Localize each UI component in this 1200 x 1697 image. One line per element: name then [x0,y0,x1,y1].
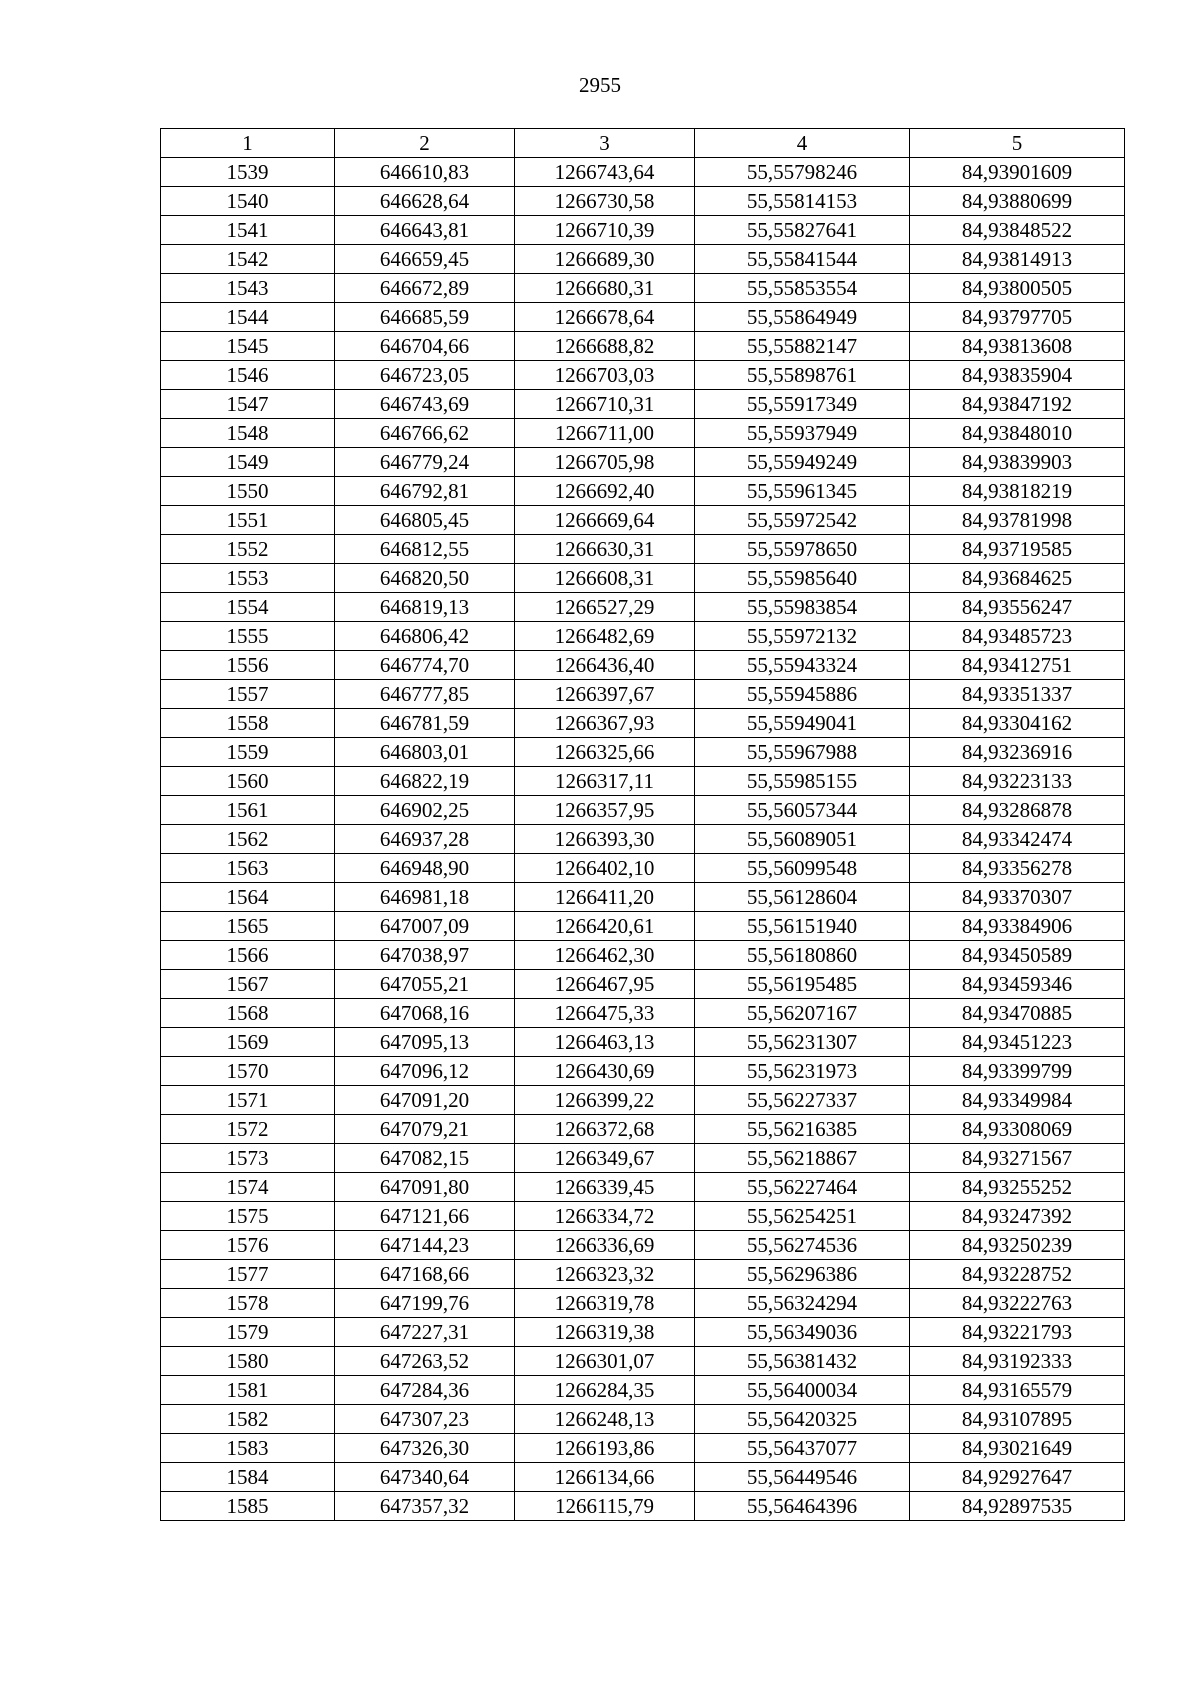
table-row [161,1057,1125,1086]
table-cell-col-5: 84,93247392 [910,1202,1125,1231]
table-cell-col-4: 55,55949041 [695,709,910,738]
table-cell-col-5: 84,93781998 [910,506,1125,535]
table-cell-col-2: 646820,50 [335,564,515,593]
table-cell-col-3: 1266193,86 [515,1434,695,1463]
table-cell-col-1: 1584 [161,1463,335,1492]
table-cell-col-3: 1266689,30 [515,245,695,274]
table-cell-col-2: 646805,45 [335,506,515,535]
column-header-1: 1 [161,129,335,158]
table-cell-col-2: 647263,52 [335,1347,515,1376]
table-cell-col-2: 647082,15 [335,1144,515,1173]
table-row [161,738,1125,767]
table-cell-col-5: 84,93286878 [910,796,1125,825]
table-cell-col-2: 646806,42 [335,622,515,651]
table-cell-col-1: 1576 [161,1231,335,1260]
table-cell-col-1: 1548 [161,419,335,448]
table-cell-col-4: 55,56195485 [695,970,910,999]
table-cell-col-4: 55,56089051 [695,825,910,854]
table-cell-col-1: 1567 [161,970,335,999]
table-cell-col-2: 646723,05 [335,361,515,390]
table-cell-col-5: 84,93384906 [910,912,1125,941]
table-cell-col-4: 55,56216385 [695,1115,910,1144]
table-cell-col-5: 84,93250239 [910,1231,1125,1260]
table-cell-col-2: 646659,45 [335,245,515,274]
table-cell-col-1: 1554 [161,593,335,622]
table-cell-col-5: 84,92927647 [910,1463,1125,1492]
table-cell-col-4: 55,56207167 [695,999,910,1028]
table-row [161,477,1125,506]
table-cell-col-3: 1266463,13 [515,1028,695,1057]
table-cell-col-5: 84,93450589 [910,941,1125,970]
table-cell-col-1: 1572 [161,1115,335,1144]
table-cell-col-3: 1266319,38 [515,1318,695,1347]
table-cell-col-2: 646704,66 [335,332,515,361]
table-row [161,1492,1125,1521]
table-cell-col-3: 1266436,40 [515,651,695,680]
table-cell-col-1: 1540 [161,187,335,216]
table-cell-col-2: 646774,70 [335,651,515,680]
table-row [161,1115,1125,1144]
column-header-2: 2 [335,129,515,158]
table-row [161,361,1125,390]
table-cell-col-1: 1551 [161,506,335,535]
table-cell-col-4: 55,55978650 [695,535,910,564]
table-cell-col-5: 84,93236916 [910,738,1125,767]
table-cell-col-4: 55,56057344 [695,796,910,825]
table-cell-col-1: 1568 [161,999,335,1028]
table-cell-col-3: 1266730,58 [515,187,695,216]
table-cell-col-2: 646792,81 [335,477,515,506]
table-cell-col-2: 647096,12 [335,1057,515,1086]
table-cell-col-5: 84,93370307 [910,883,1125,912]
table-row [161,1231,1125,1260]
table-cell-col-1: 1563 [161,854,335,883]
table-cell-col-4: 55,56128604 [695,883,910,912]
table-cell-col-2: 646643,81 [335,216,515,245]
table-row [161,419,1125,448]
table-row [161,999,1125,1028]
table-cell-col-5: 84,93814913 [910,245,1125,274]
table-cell-col-1: 1575 [161,1202,335,1231]
table-cell-col-2: 647199,76 [335,1289,515,1318]
table-cell-col-1: 1578 [161,1289,335,1318]
table-cell-col-5: 84,93556247 [910,593,1125,622]
table-cell-col-1: 1581 [161,1376,335,1405]
table-cell-col-2: 646685,59 [335,303,515,332]
table-cell-col-1: 1560 [161,767,335,796]
table-cell-col-3: 1266367,93 [515,709,695,738]
table-cell-col-1: 1566 [161,941,335,970]
table-cell-col-1: 1550 [161,477,335,506]
table-cell-col-4: 55,56231973 [695,1057,910,1086]
table-cell-col-2: 647079,21 [335,1115,515,1144]
table-cell-col-4: 55,56231307 [695,1028,910,1057]
table-cell-col-4: 55,55898761 [695,361,910,390]
table-cell-col-1: 1583 [161,1434,335,1463]
table-cell-col-1: 1542 [161,245,335,274]
table-cell-col-2: 647055,21 [335,970,515,999]
table-cell-col-1: 1543 [161,274,335,303]
table-cell-col-2: 647326,30 [335,1434,515,1463]
table-cell-col-2: 646628,64 [335,187,515,216]
table-cell-col-3: 1266334,72 [515,1202,695,1231]
table-cell-col-2: 647095,13 [335,1028,515,1057]
table-cell-col-2: 647227,31 [335,1318,515,1347]
table-cell-col-3: 1266669,64 [515,506,695,535]
table-cell-col-5: 84,93848010 [910,419,1125,448]
table-row [161,1289,1125,1318]
table-row [161,970,1125,999]
table-cell-col-1: 1561 [161,796,335,825]
table-cell-col-5: 84,93165579 [910,1376,1125,1405]
table-row [161,1086,1125,1115]
table-cell-col-1: 1546 [161,361,335,390]
table-row [161,303,1125,332]
table-row [161,825,1125,854]
table-row [161,1347,1125,1376]
table-cell-col-3: 1266323,32 [515,1260,695,1289]
table-cell-col-3: 1266357,95 [515,796,695,825]
table-cell-col-1: 1571 [161,1086,335,1115]
table-cell-col-5: 84,93451223 [910,1028,1125,1057]
table-cell-col-3: 1266349,67 [515,1144,695,1173]
table-cell-col-5: 84,93459346 [910,970,1125,999]
table-cell-col-3: 1266319,78 [515,1289,695,1318]
table-cell-col-2: 646937,28 [335,825,515,854]
table-cell-col-5: 84,93399799 [910,1057,1125,1086]
table-cell-col-4: 55,55937949 [695,419,910,448]
column-header-5: 5 [910,129,1125,158]
table-cell-col-2: 646777,85 [335,680,515,709]
table-cell-col-5: 84,93308069 [910,1115,1125,1144]
table-cell-col-4: 55,56349036 [695,1318,910,1347]
table-cell-col-4: 55,55983854 [695,593,910,622]
coordinates-table [160,128,1125,1521]
table-cell-col-4: 55,55985640 [695,564,910,593]
table-cell-col-3: 1266402,10 [515,854,695,883]
table-row [161,767,1125,796]
table-row [161,1260,1125,1289]
table-cell-col-2: 647168,66 [335,1260,515,1289]
table-cell-col-3: 1266678,64 [515,303,695,332]
table-cell-col-4: 55,55985155 [695,767,910,796]
table-row [161,941,1125,970]
table-cell-col-2: 647091,80 [335,1173,515,1202]
table-cell-col-5: 84,93848522 [910,216,1125,245]
table-cell-col-4: 55,55882147 [695,332,910,361]
table-cell-col-3: 1266284,35 [515,1376,695,1405]
table-row [161,680,1125,709]
table-cell-col-1: 1556 [161,651,335,680]
table-cell-col-1: 1574 [161,1173,335,1202]
table-row [161,651,1125,680]
table-cell-col-2: 647307,23 [335,1405,515,1434]
table-cell-col-3: 1266711,00 [515,419,695,448]
table-cell-col-3: 1266630,31 [515,535,695,564]
table-cell-col-2: 646779,24 [335,448,515,477]
table-cell-col-4: 55,56227337 [695,1086,910,1115]
table-cell-col-2: 646902,25 [335,796,515,825]
table-cell-col-4: 55,56464396 [695,1492,910,1521]
table-cell-col-5: 84,93901609 [910,158,1125,187]
table-cell-col-1: 1564 [161,883,335,912]
table-cell-col-3: 1266325,66 [515,738,695,767]
table-cell-col-5: 84,93349984 [910,1086,1125,1115]
table-cell-col-2: 647091,20 [335,1086,515,1115]
table-cell-col-3: 1266692,40 [515,477,695,506]
table-row [161,796,1125,825]
table-cell-col-4: 55,56227464 [695,1173,910,1202]
table-cell-col-4: 55,56400034 [695,1376,910,1405]
table-row [161,1376,1125,1405]
table-cell-col-5: 84,93839903 [910,448,1125,477]
table-row [161,1173,1125,1202]
table-cell-col-5: 84,93470885 [910,999,1125,1028]
table-cell-col-5: 84,93813608 [910,332,1125,361]
table-cell-col-3: 1266703,03 [515,361,695,390]
table-row [161,1318,1125,1347]
table-cell-col-4: 55,56420325 [695,1405,910,1434]
table-cell-col-3: 1266482,69 [515,622,695,651]
table-cell-col-1: 1579 [161,1318,335,1347]
table-cell-col-4: 55,56296386 [695,1260,910,1289]
table-cell-col-4: 55,56437077 [695,1434,910,1463]
table-cell-col-1: 1569 [161,1028,335,1057]
table-cell-col-5: 84,93412751 [910,651,1125,680]
table-cell-col-5: 84,93719585 [910,535,1125,564]
table-cell-col-4: 55,55917349 [695,390,910,419]
table-row [161,622,1125,651]
table-cell-col-2: 646766,62 [335,419,515,448]
table-cell-col-4: 55,55943324 [695,651,910,680]
table-cell-col-4: 55,56180860 [695,941,910,970]
table-cell-col-2: 646812,55 [335,535,515,564]
table-cell-col-5: 84,93356278 [910,854,1125,883]
table-cell-col-4: 55,56151940 [695,912,910,941]
table-cell-col-1: 1553 [161,564,335,593]
table-row [161,709,1125,738]
table-cell-col-1: 1555 [161,622,335,651]
table-cell-col-3: 1266317,11 [515,767,695,796]
table-row [161,1434,1125,1463]
table-cell-col-5: 84,93222763 [910,1289,1125,1318]
table-cell-col-3: 1266475,33 [515,999,695,1028]
table-cell-col-2: 646803,01 [335,738,515,767]
table-cell-col-3: 1266710,39 [515,216,695,245]
table-cell-col-3: 1266134,66 [515,1463,695,1492]
table-cell-col-3: 1266393,30 [515,825,695,854]
table-cell-col-2: 647038,97 [335,941,515,970]
table-cell-col-1: 1585 [161,1492,335,1521]
table-cell-col-4: 55,56099548 [695,854,910,883]
table-cell-col-1: 1541 [161,216,335,245]
table-cell-col-5: 84,93351337 [910,680,1125,709]
table-cell-col-5: 84,93255252 [910,1173,1125,1202]
table-cell-col-2: 647357,32 [335,1492,515,1521]
table-cell-col-1: 1558 [161,709,335,738]
table-cell-col-2: 646610,83 [335,158,515,187]
table-cell-col-3: 1266372,68 [515,1115,695,1144]
table-cell-col-4: 55,55841544 [695,245,910,274]
table-cell-col-1: 1565 [161,912,335,941]
table-cell-col-4: 55,55949249 [695,448,910,477]
table-cell-col-3: 1266705,98 [515,448,695,477]
table-cell-col-5: 84,93485723 [910,622,1125,651]
table-body [161,158,1125,1521]
table-cell-col-5: 84,93797705 [910,303,1125,332]
table-cell-col-3: 1266248,13 [515,1405,695,1434]
table-cell-col-3: 1266336,69 [515,1231,695,1260]
table-cell-col-5: 84,93342474 [910,825,1125,854]
table-cell-col-2: 646948,90 [335,854,515,883]
table-cell-col-4: 55,56324294 [695,1289,910,1318]
table-cell-col-3: 1266743,64 [515,158,695,187]
table-cell-col-4: 55,55864949 [695,303,910,332]
page-number: 2955 [579,73,621,97]
table-cell-col-4: 55,55827641 [695,216,910,245]
table-cell-col-1: 1577 [161,1260,335,1289]
table-cell-col-5: 84,93835904 [910,361,1125,390]
table-cell-col-2: 647284,36 [335,1376,515,1405]
table-cell-col-2: 646981,18 [335,883,515,912]
table-cell-col-3: 1266420,61 [515,912,695,941]
table-cell-col-4: 55,56274536 [695,1231,910,1260]
table-row [161,1202,1125,1231]
table-cell-col-2: 647068,16 [335,999,515,1028]
table-cell-col-2: 647121,66 [335,1202,515,1231]
table-header [161,129,1125,158]
table-cell-col-2: 646781,59 [335,709,515,738]
table-cell-col-5: 84,93304162 [910,709,1125,738]
table-cell-col-1: 1562 [161,825,335,854]
table-cell-col-5: 84,93271567 [910,1144,1125,1173]
table-row [161,912,1125,941]
table-cell-col-3: 1266430,69 [515,1057,695,1086]
table-cell-col-3: 1266399,22 [515,1086,695,1115]
table-cell-col-4: 55,56218867 [695,1144,910,1173]
table-cell-col-5: 84,93223133 [910,767,1125,796]
table-row [161,1028,1125,1057]
table-row [161,535,1125,564]
table-cell-col-4: 55,56381432 [695,1347,910,1376]
table-cell-col-4: 55,56449546 [695,1463,910,1492]
table-cell-col-4: 55,55814153 [695,187,910,216]
table-cell-col-3: 1266115,79 [515,1492,695,1521]
table-cell-col-3: 1266680,31 [515,274,695,303]
table-cell-col-2: 646672,89 [335,274,515,303]
table-cell-col-1: 1559 [161,738,335,767]
table-cell-col-3: 1266397,67 [515,680,695,709]
table-row [161,593,1125,622]
table-row [161,883,1125,912]
table-cell-col-3: 1266710,31 [515,390,695,419]
table-cell-col-2: 647340,64 [335,1463,515,1492]
table-cell-col-3: 1266462,30 [515,941,695,970]
table-cell-col-4: 55,55798246 [695,158,910,187]
table-row [161,332,1125,361]
column-header-3: 3 [515,129,695,158]
table-cell-col-1: 1544 [161,303,335,332]
table-row [161,187,1125,216]
table-cell-col-5: 84,93800505 [910,274,1125,303]
table-cell-col-3: 1266339,45 [515,1173,695,1202]
table-cell-col-1: 1582 [161,1405,335,1434]
table-cell-col-3: 1266301,07 [515,1347,695,1376]
table-cell-col-3: 1266688,82 [515,332,695,361]
table-cell-col-4: 55,56254251 [695,1202,910,1231]
table-cell-col-1: 1545 [161,332,335,361]
table-cell-col-1: 1580 [161,1347,335,1376]
table-cell-col-1: 1552 [161,535,335,564]
table-row [161,506,1125,535]
table-row [161,448,1125,477]
table-cell-col-1: 1547 [161,390,335,419]
table-cell-col-1: 1549 [161,448,335,477]
table-cell-col-5: 84,93818219 [910,477,1125,506]
table-cell-col-1: 1570 [161,1057,335,1086]
table-cell-col-3: 1266467,95 [515,970,695,999]
header-row [161,129,1125,158]
table-cell-col-5: 84,93107895 [910,1405,1125,1434]
table-cell-col-5: 84,93021649 [910,1434,1125,1463]
column-header-4: 4 [695,129,910,158]
table-row [161,274,1125,303]
table-cell-col-3: 1266527,29 [515,593,695,622]
table-cell-col-4: 55,55945886 [695,680,910,709]
table-cell-col-2: 646743,69 [335,390,515,419]
table-cell-col-3: 1266411,20 [515,883,695,912]
table-cell-col-5: 84,92897535 [910,1492,1125,1521]
table-cell-col-5: 84,93221793 [910,1318,1125,1347]
table-row [161,390,1125,419]
table-cell-col-2: 647007,09 [335,912,515,941]
table-cell-col-1: 1573 [161,1144,335,1173]
table-cell-col-5: 84,93192333 [910,1347,1125,1376]
table-cell-col-1: 1557 [161,680,335,709]
table-row [161,1463,1125,1492]
table-row [161,1144,1125,1173]
table-cell-col-4: 55,55972132 [695,622,910,651]
table-cell-col-5: 84,93847192 [910,390,1125,419]
table-cell-col-2: 647144,23 [335,1231,515,1260]
table-cell-col-4: 55,55972542 [695,506,910,535]
table-row [161,1405,1125,1434]
table-cell-col-4: 55,55967988 [695,738,910,767]
table-row [161,158,1125,187]
table-cell-col-3: 1266608,31 [515,564,695,593]
table-row [161,564,1125,593]
table-cell-col-1: 1539 [161,158,335,187]
table-cell-col-2: 646819,13 [335,593,515,622]
table-cell-col-5: 84,93228752 [910,1260,1125,1289]
table-row [161,245,1125,274]
table-row [161,854,1125,883]
table-cell-col-4: 55,55961345 [695,477,910,506]
table-cell-col-5: 84,93880699 [910,187,1125,216]
table-cell-col-4: 55,55853554 [695,274,910,303]
table-row [161,216,1125,245]
table-cell-col-5: 84,93684625 [910,564,1125,593]
table-cell-col-2: 646822,19 [335,767,515,796]
